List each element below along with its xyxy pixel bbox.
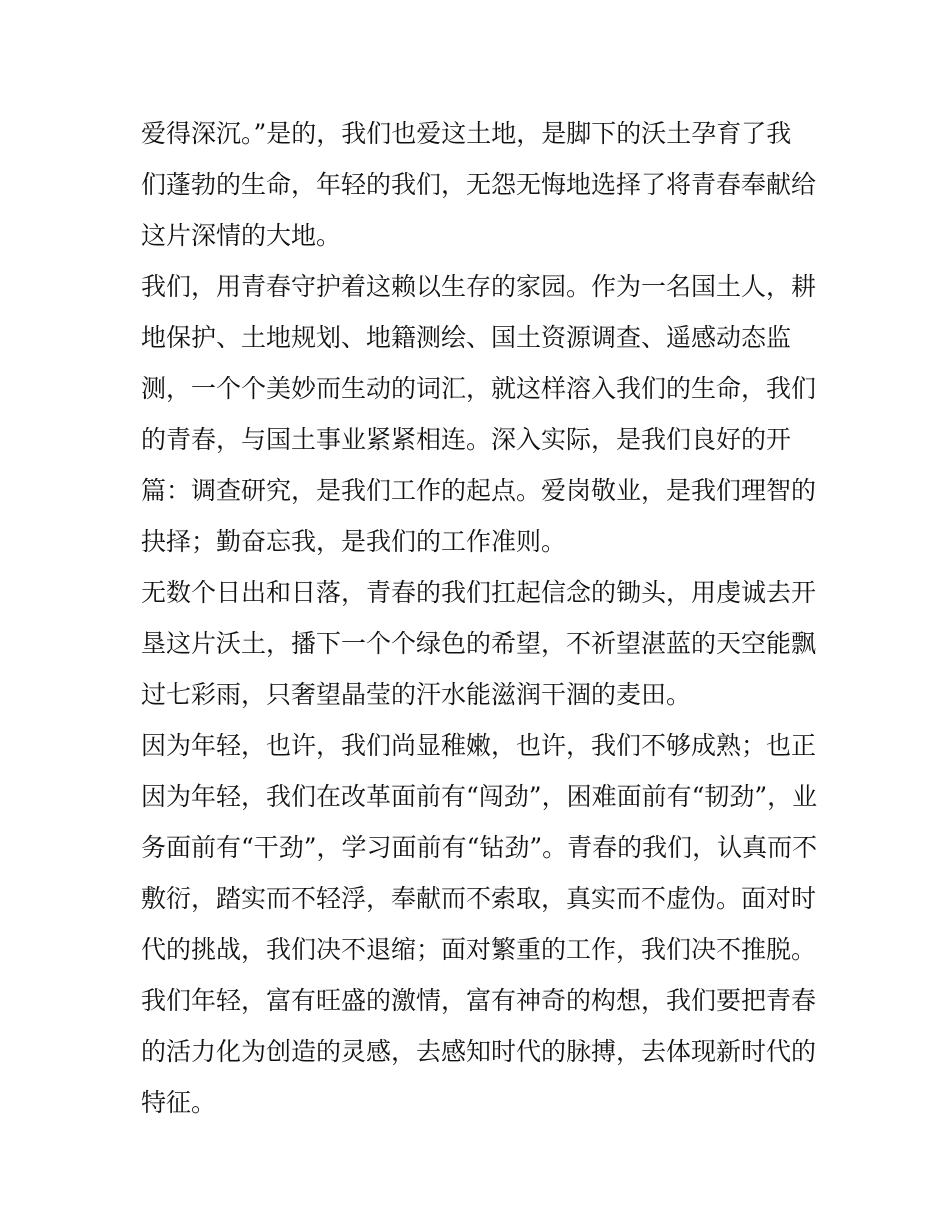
text-line: 的青春，与国土事业紧紧相连。深入实际，是我们良好的开 [141,425,792,454]
text-line: 爱得深沉。”是的，我们也爱这土地，是脚下的沃土孕育了我 [141,119,792,148]
text-line: 我们年轻，富有旺盛的激情，富有神奇的构想，我们要把青春 [141,986,817,1015]
text-line: 过七彩雨，只奢望晶莹的汗水能滋润干涸的麦田。 [141,680,692,709]
text-line: 测，一个个美妙而生动的词汇，就这样溶入我们的生命，我们 [141,374,817,403]
text-line: 敷衍，踏实而不轻浮，奉献而不索取，真实而不虚伪。面对时 [141,884,817,913]
text-line: 垦这片沃土，播下一个个绿色的希望，不祈望湛蓝的天空能飘 [141,629,817,658]
text-line: 这片深情的大地。 [141,221,342,250]
text-line: 因为年轻，也许，我们尚显稚嫩，也许，我们不够成熟；也正 [141,731,817,760]
text-line: 特征。 [141,1088,217,1117]
text-line: 我们，用青春守护着这赖以生存的家园。作为一名国土人，耕 [141,272,817,301]
text-line: 的活力化为创造的灵感，去感知时代的脉搏，去体现新时代的 [141,1037,817,1066]
body-text [141,108,821,1128]
text-line: 务面前有“干劲”，学习面前有“钻劲”。青春的我们，认真而不 [141,833,818,862]
text-line: 篇：调查研究，是我们工作的起点。爱岗敬业，是我们理智的 [141,476,817,505]
text-line: 无数个日出和日落，青春的我们扛起信念的锄头，用虔诚去开 [141,578,817,607]
text-line: 因为年轻，我们在改革面前有“闯劲”，困难面前有“韧劲”，业 [141,782,818,811]
text-line: 代的挑战，我们决不退缩；面对繁重的工作，我们决不推脱。 [141,935,817,964]
text-line: 抉择；勤奋忘我，是我们的工作准则。 [141,527,567,556]
text-line: 地保护、土地规划、地籍测绘、国土资源调查、遥感动态监 [141,323,792,352]
text-line: 们蓬勃的生命，年轻的我们，无怨无悔地选择了将青春奉献给 [141,170,817,199]
